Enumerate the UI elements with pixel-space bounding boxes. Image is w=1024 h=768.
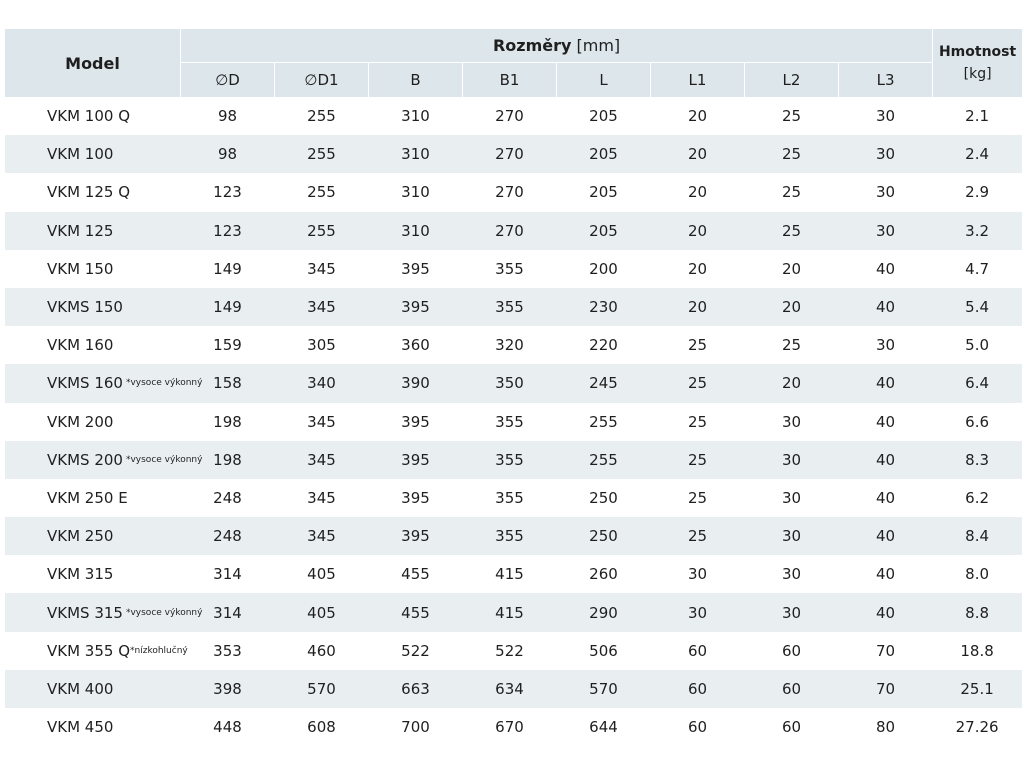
model-cell xyxy=(5,708,181,746)
weight-header-label: Hmotnost xyxy=(938,44,1017,60)
dimension-cell: 30 xyxy=(876,107,896,126)
dimension-cell: 30 xyxy=(781,488,802,507)
table-row xyxy=(5,326,1022,364)
dimension-cell: 30 xyxy=(839,135,933,173)
dimension-cell: 20 xyxy=(687,259,708,278)
weight-column-header xyxy=(933,29,1022,97)
dimension-cell: 644 xyxy=(589,718,618,737)
dimension-cell: 40 xyxy=(876,565,896,584)
dimension-cell: 522 xyxy=(495,641,524,660)
model-cell xyxy=(5,555,181,593)
model-name: VKM 400 xyxy=(47,679,114,698)
dimension-cell: 20 xyxy=(651,212,745,250)
dimension-cell: 345 xyxy=(275,517,369,555)
model-name: VKM 250 E xyxy=(47,488,128,507)
dimension-cell: 98 xyxy=(181,135,275,173)
table-body xyxy=(5,97,1022,746)
weight-cell: 2.9 xyxy=(965,183,990,202)
dimension-cell: 398 xyxy=(181,670,275,708)
dimension-cell: 30 xyxy=(745,517,839,555)
table-row xyxy=(5,364,1022,402)
dimension-cell: 70 xyxy=(876,641,896,660)
dimension-cell: 30 xyxy=(687,565,708,584)
dimension-cell: 230 xyxy=(557,288,651,326)
dimension-cell: 405 xyxy=(275,593,369,631)
dimension-cell: 30 xyxy=(781,412,802,431)
model-name: VKM 250 xyxy=(47,527,114,546)
weight-cell: 6.2 xyxy=(965,488,990,507)
dimension-cell: 60 xyxy=(745,670,839,708)
dimension-cell: 314 xyxy=(213,565,242,584)
dimension-cell: 40 xyxy=(839,517,933,555)
model-cell xyxy=(5,288,181,326)
dimension-cell: 355 xyxy=(463,517,557,555)
dimension-cell: 345 xyxy=(275,288,369,326)
dimension-cell: 270 xyxy=(495,183,524,202)
dimension-cell: 448 xyxy=(213,718,242,737)
model-cell xyxy=(5,403,181,441)
dimension-cell: 390 xyxy=(369,364,463,402)
dimension-cell: 149 xyxy=(181,288,275,326)
dimension-cell: 455 xyxy=(401,565,430,584)
model-column-header: Model xyxy=(5,29,181,97)
model-name: VKMS 150 xyxy=(47,298,123,317)
dimension-cell: 340 xyxy=(275,364,369,402)
dimension-cell: 415 xyxy=(463,593,557,631)
weight-header-unit: [kg] xyxy=(963,66,992,82)
table-row xyxy=(5,173,1022,211)
dimension-cell: 123 xyxy=(181,212,275,250)
dimension-cell: 30 xyxy=(745,593,839,631)
dimensions-table xyxy=(5,29,1022,746)
table-row xyxy=(5,670,1022,708)
column-header: L3 xyxy=(839,63,933,97)
weight-cell: 5.4 xyxy=(933,288,1022,326)
dimension-cell: 158 xyxy=(181,364,275,402)
dimension-cell: 345 xyxy=(307,488,336,507)
dimension-cell: 455 xyxy=(369,593,463,631)
dimension-cell: 25 xyxy=(651,517,745,555)
weight-cell: 6.6 xyxy=(965,412,990,431)
dimension-cell: 663 xyxy=(369,670,463,708)
dimension-cell: 570 xyxy=(557,670,651,708)
dimension-cell: 255 xyxy=(589,412,618,431)
dimension-cell: 248 xyxy=(213,488,242,507)
model-name: VKMS 160 xyxy=(47,374,123,393)
dimension-cell: 25 xyxy=(687,336,708,355)
dimension-cell: 30 xyxy=(651,593,745,631)
dimension-cell: 255 xyxy=(307,183,336,202)
column-header: ∅D1 xyxy=(275,63,369,97)
dimension-cell: 345 xyxy=(307,259,336,278)
weight-cell: 2.1 xyxy=(965,107,990,126)
dimension-cell: 30 xyxy=(745,441,839,479)
dimension-cell: 205 xyxy=(589,107,618,126)
dimension-cell: 250 xyxy=(557,517,651,555)
model-cell xyxy=(5,135,181,173)
dimension-cell: 25 xyxy=(745,135,839,173)
dimension-cell: 20 xyxy=(745,364,839,402)
dimension-cell: 25 xyxy=(745,212,839,250)
weight-cell: 18.8 xyxy=(960,641,994,660)
model-cell xyxy=(5,593,203,631)
dimension-cell: 345 xyxy=(307,412,336,431)
dimension-cell: 198 xyxy=(213,412,242,431)
dimension-cell: 205 xyxy=(557,135,651,173)
weight-cell: 27.26 xyxy=(955,718,999,737)
dimension-cell: 310 xyxy=(401,183,430,202)
weight-cell: 5.0 xyxy=(965,336,990,355)
dimension-cell: 700 xyxy=(401,718,430,737)
table-row xyxy=(5,593,1022,631)
dimension-cell: 20 xyxy=(745,288,839,326)
dimension-cell: 40 xyxy=(839,364,933,402)
model-name: VKM 125 Q xyxy=(47,183,131,202)
dimension-cell: 270 xyxy=(495,107,524,126)
dimension-cell: 255 xyxy=(275,212,369,250)
dimension-cell: 245 xyxy=(557,364,651,402)
model-cell xyxy=(5,173,181,211)
dimension-cell: 395 xyxy=(401,488,430,507)
dimension-cell: 248 xyxy=(181,517,275,555)
table-row xyxy=(5,212,1022,250)
dimension-cell: 355 xyxy=(495,259,524,278)
dimension-cell: 159 xyxy=(213,336,242,355)
dimension-cell: 25 xyxy=(687,412,708,431)
dimension-cell: 310 xyxy=(369,135,463,173)
dimension-cell: 395 xyxy=(369,288,463,326)
model-cell xyxy=(5,97,181,135)
dimension-cell: 310 xyxy=(401,107,430,126)
dimension-cell: 395 xyxy=(369,441,463,479)
dimension-cell: 25 xyxy=(651,441,745,479)
dimension-cell: 260 xyxy=(589,565,618,584)
dimension-cell: 60 xyxy=(651,670,745,708)
dimension-cell: 30 xyxy=(876,183,896,202)
weight-cell: 8.3 xyxy=(933,441,1022,479)
dimension-cell: 250 xyxy=(589,488,618,507)
model-cell xyxy=(5,212,181,250)
dimension-cell: 270 xyxy=(463,135,557,173)
model-note: *nízkohlučný xyxy=(130,645,188,656)
dimension-cell: 123 xyxy=(213,183,242,202)
dimension-cell: 30 xyxy=(781,565,802,584)
dimension-cell: 25 xyxy=(781,336,802,355)
table-row xyxy=(5,250,1022,288)
model-name: VKM 355 Q xyxy=(47,641,131,660)
weight-cell: 2.4 xyxy=(933,135,1022,173)
weight-cell: 3.2 xyxy=(933,212,1022,250)
table-row xyxy=(5,135,1022,173)
dimension-cell: 30 xyxy=(876,336,896,355)
dimension-cell: 345 xyxy=(275,441,369,479)
dimension-cell: 25 xyxy=(687,488,708,507)
model-name: VKM 100 xyxy=(47,145,114,164)
dimension-cell: 220 xyxy=(589,336,618,355)
dimension-cell: 355 xyxy=(463,288,557,326)
dimensions-group-header xyxy=(181,29,933,63)
dimension-cell: 40 xyxy=(839,441,933,479)
table-row xyxy=(5,517,1022,555)
dimension-cell: 634 xyxy=(463,670,557,708)
model-cell xyxy=(5,364,203,402)
model-cell xyxy=(5,441,203,479)
dimension-cell: 60 xyxy=(781,641,802,660)
table-row xyxy=(5,441,1022,479)
dimension-cell: 205 xyxy=(557,212,651,250)
dimension-cell: 20 xyxy=(651,288,745,326)
column-header: L xyxy=(557,63,651,97)
model-note: *vysoce výkonný xyxy=(125,607,203,618)
table-row xyxy=(5,288,1022,326)
column-header: L2 xyxy=(745,63,839,97)
dimension-cell: 670 xyxy=(495,718,524,737)
column-header: B1 xyxy=(463,63,557,97)
model-name: VKMS 315 xyxy=(47,603,123,622)
weight-cell: 8.4 xyxy=(933,517,1022,555)
weight-cell: 6.4 xyxy=(933,364,1022,402)
dimensions-header-label: Rozměry xyxy=(492,36,572,55)
model-cell xyxy=(5,632,188,670)
dimension-cell: 608 xyxy=(307,718,336,737)
model-name: VKM 125 xyxy=(47,221,114,240)
dimension-cell: 355 xyxy=(463,441,557,479)
dimension-cell: 350 xyxy=(463,364,557,402)
dimension-cell: 522 xyxy=(401,641,430,660)
dimension-cell: 395 xyxy=(401,412,430,431)
dimension-cell: 40 xyxy=(876,488,896,507)
dimension-cell: 25 xyxy=(781,183,802,202)
dimension-cell: 415 xyxy=(495,565,524,584)
dimension-cell: 205 xyxy=(589,183,618,202)
dimension-cell: 198 xyxy=(181,441,275,479)
dimension-cell: 20 xyxy=(687,183,708,202)
model-cell xyxy=(5,517,181,555)
dimension-cell: 360 xyxy=(401,336,430,355)
dimension-cell: 20 xyxy=(687,107,708,126)
dimension-cell: 395 xyxy=(369,517,463,555)
dimension-cell: 60 xyxy=(687,641,708,660)
column-header: L1 xyxy=(651,63,745,97)
model-cell xyxy=(5,326,181,364)
dimension-cell: 460 xyxy=(307,641,336,660)
dimensions-header-unit: [mm] xyxy=(576,36,621,55)
dimension-cell: 395 xyxy=(401,259,430,278)
dimension-cell: 30 xyxy=(839,212,933,250)
dimension-cell: 353 xyxy=(213,641,242,660)
dimension-cell: 355 xyxy=(495,488,524,507)
model-note: *vysoce výkonný xyxy=(125,378,203,389)
model-name: VKM 100 Q xyxy=(47,107,131,126)
table-row xyxy=(5,708,1022,746)
dimension-cell: 40 xyxy=(876,259,896,278)
dimension-cell: 20 xyxy=(781,259,802,278)
dimension-cell: 200 xyxy=(589,259,618,278)
weight-cell: 8.0 xyxy=(965,565,990,584)
column-header: ∅D xyxy=(181,63,275,97)
weight-cell: 8.8 xyxy=(933,593,1022,631)
column-header: B xyxy=(369,63,463,97)
dimension-cell: 25 xyxy=(651,364,745,402)
dimension-cell: 40 xyxy=(839,593,933,631)
table-row xyxy=(5,555,1022,593)
dimension-cell: 506 xyxy=(589,641,618,660)
dimension-cell: 255 xyxy=(275,135,369,173)
dimension-cell: 270 xyxy=(463,212,557,250)
model-cell xyxy=(5,250,181,288)
model-cell xyxy=(5,670,181,708)
model-name: VKM 315 xyxy=(47,565,114,584)
dimension-cell: 40 xyxy=(839,288,933,326)
dimension-cell: 20 xyxy=(651,135,745,173)
dimension-cell: 305 xyxy=(307,336,336,355)
weight-cell: 25.1 xyxy=(933,670,1022,708)
dimension-cell: 320 xyxy=(495,336,524,355)
dimension-cell: 290 xyxy=(557,593,651,631)
model-name: VKM 160 xyxy=(47,336,114,355)
model-name: VKM 450 xyxy=(47,718,114,737)
dimension-cell: 80 xyxy=(876,718,896,737)
dimension-cell: 255 xyxy=(557,441,651,479)
weight-cell: 4.7 xyxy=(965,259,990,278)
dimension-cell: 405 xyxy=(307,565,336,584)
model-cell xyxy=(5,479,181,517)
dimension-cell: 60 xyxy=(687,718,708,737)
dimension-cell: 310 xyxy=(369,212,463,250)
dimension-cell: 255 xyxy=(307,107,336,126)
dimension-cell: 25 xyxy=(781,107,802,126)
dimensions-table-container xyxy=(5,29,1022,746)
table-row xyxy=(5,479,1022,517)
table-row xyxy=(5,632,1022,670)
model-name: VKM 200 xyxy=(47,412,114,431)
dimension-cell: 570 xyxy=(275,670,369,708)
dimension-cell: 70 xyxy=(839,670,933,708)
model-note: *vysoce výkonný xyxy=(125,454,203,465)
dimension-cell: 314 xyxy=(181,593,275,631)
table-row xyxy=(5,403,1022,441)
dimension-cell: 60 xyxy=(781,718,802,737)
model-name: VKMS 200 xyxy=(47,450,123,469)
dimension-cell: 355 xyxy=(495,412,524,431)
table-row xyxy=(5,97,1022,135)
dimension-cell: 149 xyxy=(213,259,242,278)
dimension-cell: 40 xyxy=(876,412,896,431)
model-name: VKM 150 xyxy=(47,259,114,278)
dimension-cell: 98 xyxy=(217,107,238,126)
